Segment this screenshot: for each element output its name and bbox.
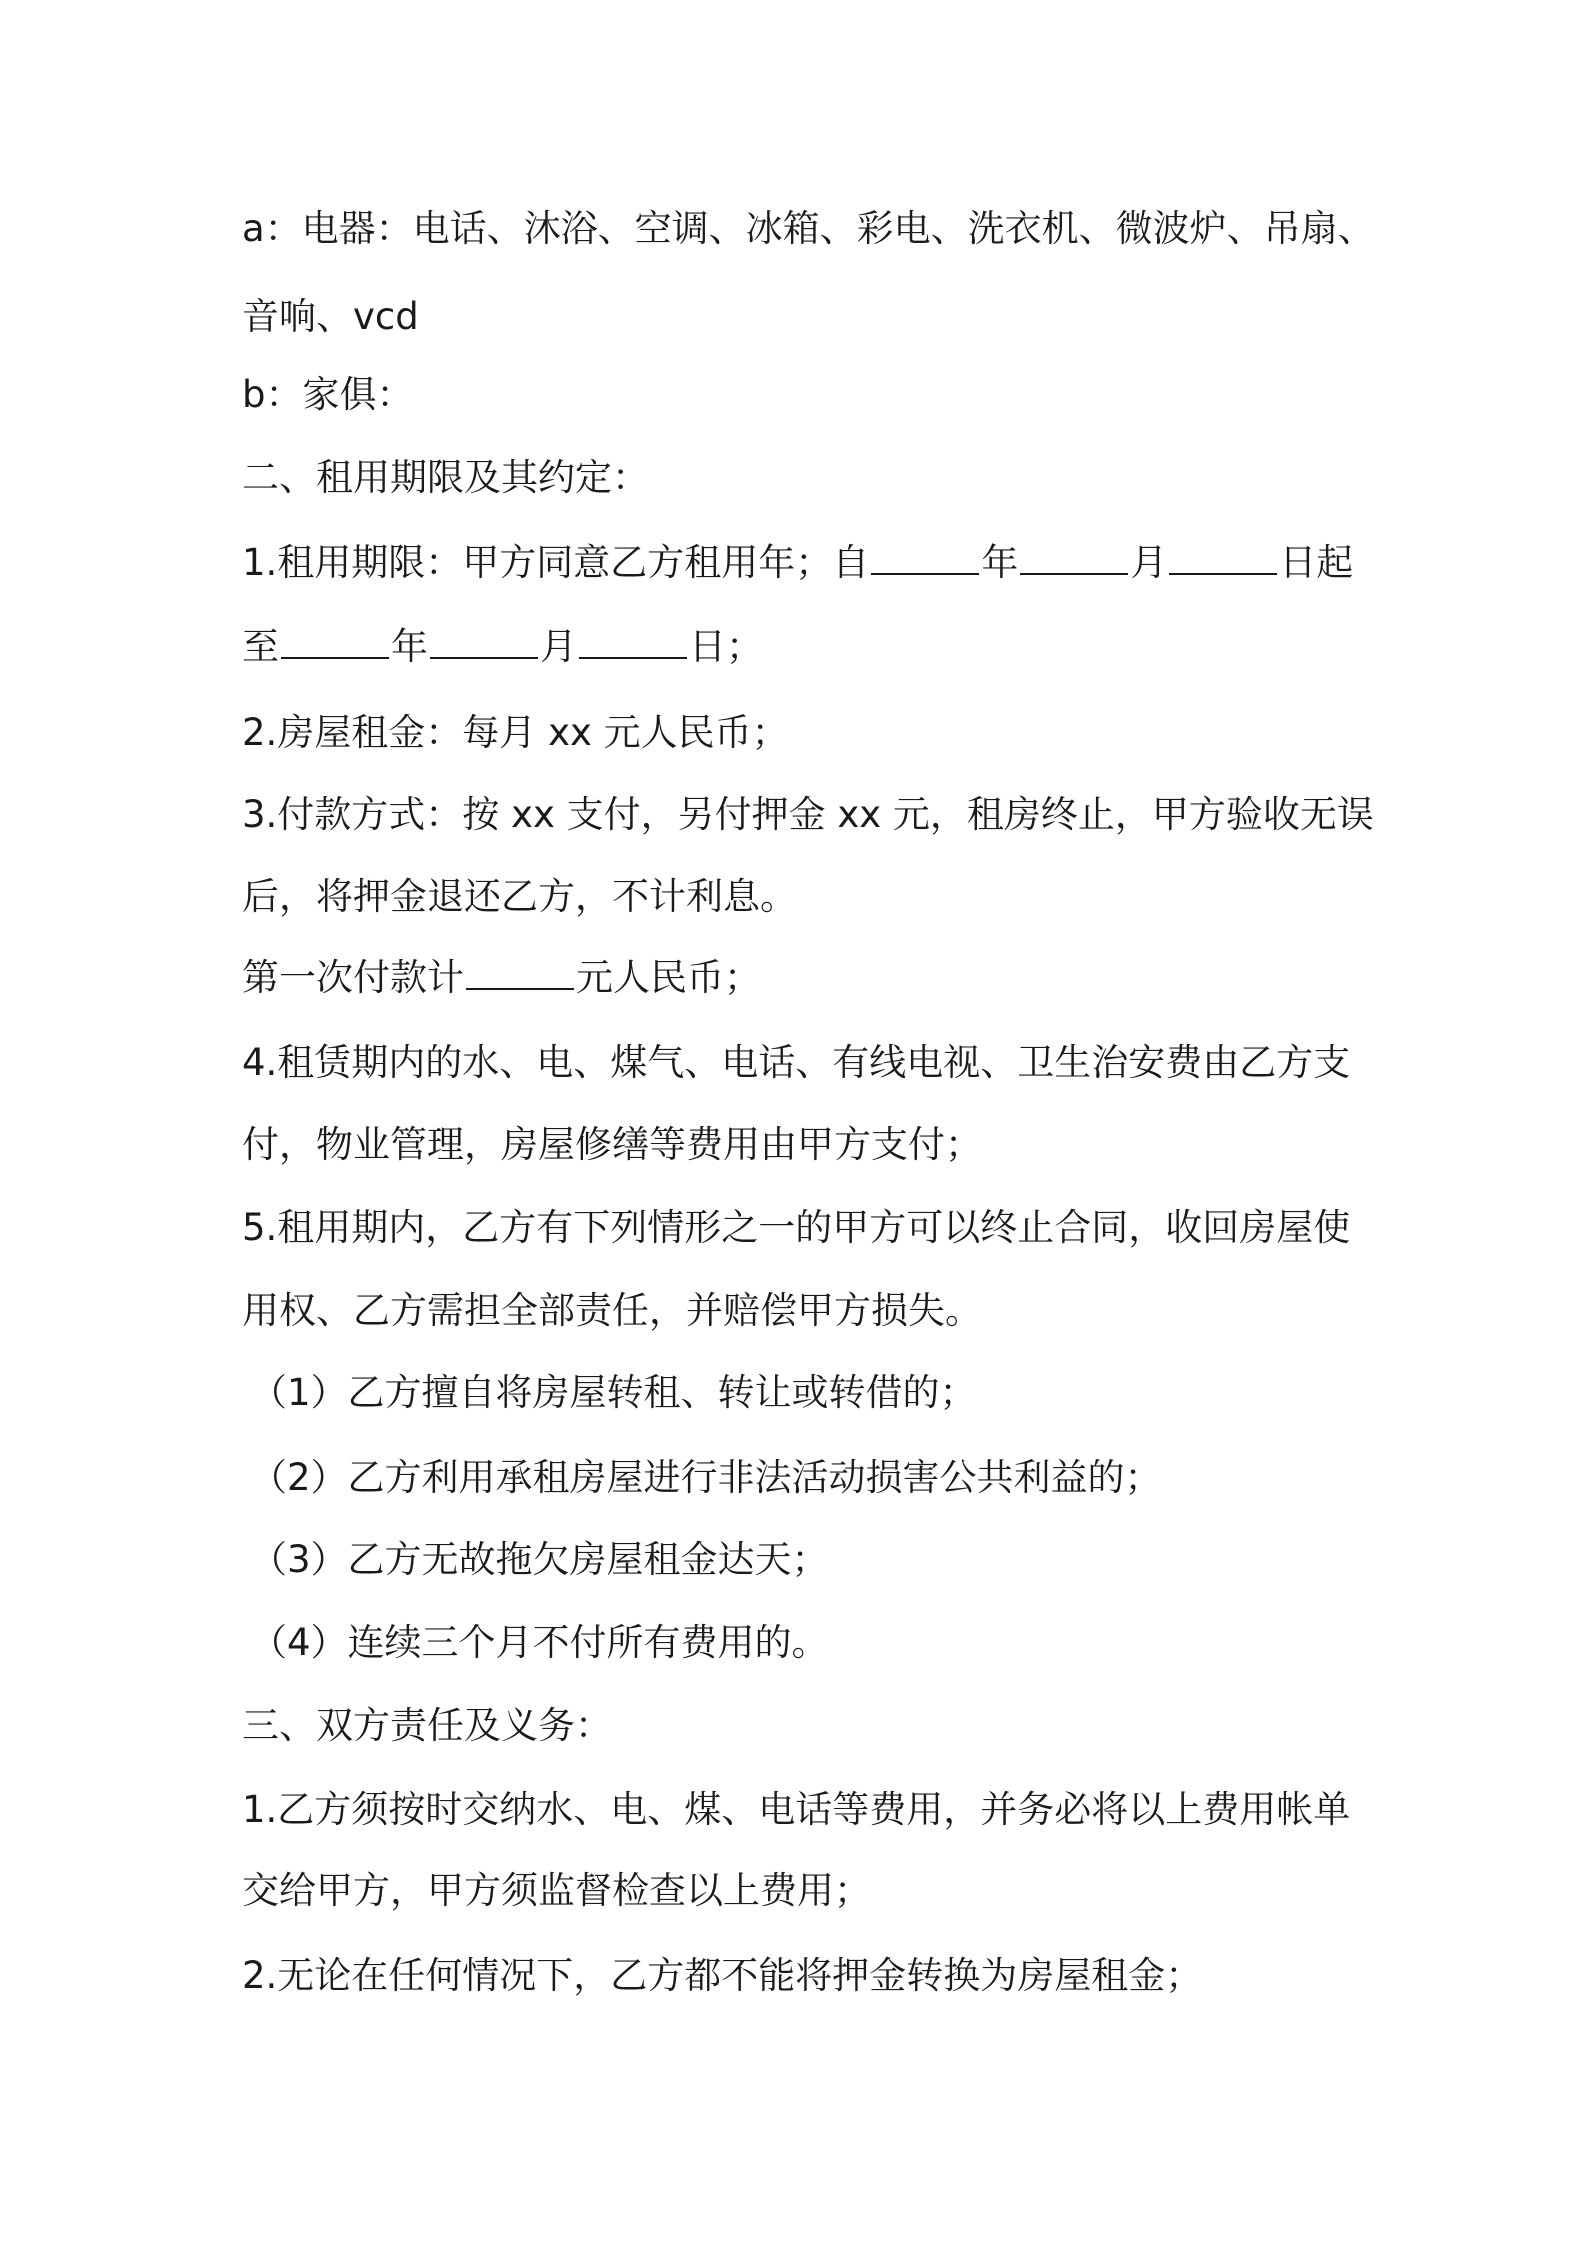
text-segment: a：电器：电话、沐浴、空调、冰箱、彩电、洗衣机、微波炉、吊扇、 [242,207,1375,250]
fill-in-blank [281,627,389,659]
fill-in-blank [430,627,538,659]
text-segment: 月 [540,625,577,668]
text-segment: （2）乙方利用承租房屋进行非法活动损害公共利益的； [250,1456,1162,1499]
text-segment: 第一次付款计 [242,956,464,999]
text-segment: 日； [689,625,763,668]
section-heading-duties [242,1703,612,1749]
text-segment: 音响、vcd [242,295,419,338]
utilities-clause-continuation [242,1122,982,1168]
text-segment: 用权、乙方需担全部责任，并赔偿甲方损失。 [242,1289,982,1332]
term-clause-line [242,540,1353,586]
first-payment-line [242,955,761,1001]
appliance-list-line [242,206,1375,252]
condition-item-3 [250,1537,829,1583]
duties-clause-1-continuation [242,1868,871,1914]
text-segment: 5.租用期内，乙方有下列情形之一的甲方可以终止合同，收回房屋使 [242,1206,1351,1249]
utilities-clause-line [242,1040,1350,1086]
rent-clause-line [242,710,789,756]
text-segment: （4）连续三个月不付所有费用的。 [250,1621,829,1664]
text-segment: 1.租用期限：甲方同意乙方租用年；自 [242,541,870,584]
termination-clause-continuation [242,1288,982,1334]
text-segment: 交给甲方，甲方须监督检查以上费用； [242,1869,871,1912]
text-segment: 年 [981,541,1019,584]
payment-clause-continuation [242,874,797,920]
text-segment: 付，物业管理，房屋修缮等费用由甲方支付； [242,1123,982,1166]
text-segment: 4.租赁期内的水、电、煤气、电话、有线电视、卫生治安费由乙方支 [242,1041,1351,1084]
text-segment: b：家俱： [242,373,414,416]
appliance-list-continuation [242,294,419,340]
text-segment: 三、双方责任及义务： [242,1704,612,1747]
text-segment: 后，将押金退还乙方，不计利息。 [242,875,797,918]
duties-clause-1-line [242,1787,1350,1833]
furniture-line [242,372,414,418]
fill-in-blank [579,627,687,659]
text-segment: 至 [242,625,279,668]
fill-in-blank [466,958,574,990]
fill-in-blank [871,543,979,575]
text-segment: 1.乙方须按时交纳水、电、煤、电话等费用，并务必将以上费用帐单 [242,1788,1351,1831]
duties-clause-2-line [242,1953,1202,1999]
text-segment: 二、租用期限及其约定： [242,456,649,499]
term-clause-continuation [242,624,763,670]
payment-clause-line [242,792,1374,838]
text-segment: 年 [391,625,428,668]
text-segment: 2.房屋租金：每月 xx 元人民币； [242,711,789,754]
fill-in-blank [1020,543,1128,575]
section-heading-term [242,455,649,501]
condition-item-2 [250,1455,1162,1501]
text-segment: 月 [1130,541,1168,584]
termination-clause-line [242,1205,1350,1251]
text-segment: （1）乙方擅自将房屋转租、转让或转借的； [250,1371,977,1414]
fill-in-blank [1169,543,1277,575]
text-segment: 日起 [1279,541,1354,584]
condition-item-4 [250,1620,829,1666]
text-segment: 3.付款方式：按 xx 支付，另付押金 xx 元，租房终止，甲方验收无误 [242,793,1374,836]
text-segment: （3）乙方无故拖欠房屋租金达天； [250,1538,829,1581]
text-segment: 元人民币； [576,956,761,999]
condition-item-1 [250,1370,977,1416]
text-segment: 2.无论在任何情况下，乙方都不能将押金转换为房屋租金； [242,1954,1203,1997]
